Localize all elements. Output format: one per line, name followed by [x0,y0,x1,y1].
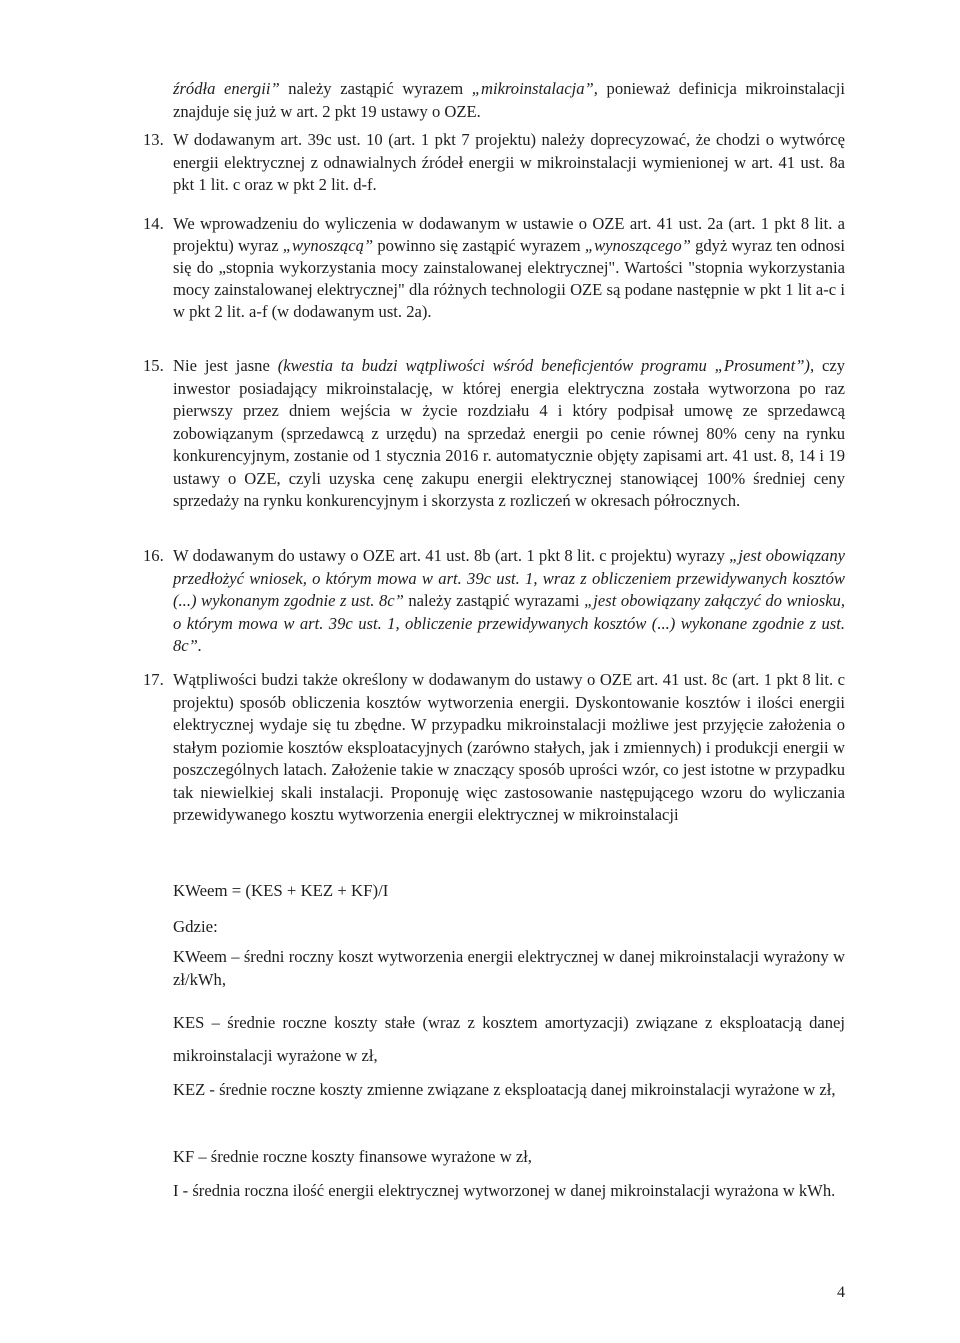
definition-kes: KES – średnie roczne koszty stałe (wraz z kosztem amortyzacji) związane z eksploatacją danej mikroinstalacji wyrażone w zł, [173,1013,845,1065]
page-number: 4 [837,1284,845,1301]
item-14-italic-2: „wynoszącego” [584,236,691,255]
intro-italic-start: źródła energii” [173,79,280,98]
definition-kweem: KWeem – średni roczny koszt wytworzenia energii elektrycznej w danej mikroinstalacji wyrażony w zł/kWh, [173,947,845,989]
item-16-italic-1: „jest obowiązany przedłożyć wniosek, o którym mowa w art. 39c ust. 1, wraz z obliczeniem przewidywanych kosztów (...) wykonanym zgodnie z ust. 8c” [173,546,845,610]
item-16-part-2: należy zastąpić wyrazami [403,591,585,610]
item-14-number: 14. [143,214,164,233]
item-16-text [173,545,845,658]
definition-kf: KF – średnie roczne koszty finansowe wyrażone w zł, [173,1147,532,1166]
where-label: Gdzie: [173,917,218,936]
item-15-part-2: , czy inwestor posiadający mikroinstalację, w której energia elektryczna została wytworzona po raz pierwszy przez dniem wejścia w życie rozdziału 4 i który podpisał umowę ze sprzedawcą zobowiązanym (sprzedawcą z urzędu) na sprzedaż energii po cenie równej 80% ceny na rynku konkurencyjnym, zostanie od 1 stycznia 2016 r. automatycznie objęty zapisami art. 41 ust. 8, 14 i 19 ustawy o OZE, czyli uzyska cenę zakupu energii elektrycznej stanowiącej 100% średniej ceny sprzedaży na rynku konkurencyjnym i skorzysta z rozliczeń w okresach półrocznych. [173,356,845,510]
item-14-part-2: powinno się zastąpić wyrazem [373,236,585,255]
intro-paragraph [173,78,845,123]
item-15-text [173,355,845,513]
item-16-italic-2: „jest obowiązany załączyć do wniosku, o którym mowa w art. 39c ust. 1, obliczenie przewidywanych kosztów (...) wykonane zgodnie z ust. 8c”. [173,591,846,655]
item-13-number: 13. [143,130,164,149]
item-15-part-1: Nie jest jasne [173,356,278,375]
item-14-part-3: gdyż wyraz ten odnosi się do „stopnia wykorzystania mocy zainstalowanej elektrycznej". Wartości "stopnia wykorzystania mocy zainstalowanej elektrycznej" dla różnych technologii OZE są podane następnie w pkt 1 lit a-c i w pkt 2 lit. a-f (w dodawanym ust. 2a). [173,236,845,321]
intro-text-1: należy zastąpić wyrazem [279,79,472,98]
item-16-part-1: W dodawanym do ustawy o OZE art. 41 ust. 8b (art. 1 pkt 8 lit. c projektu) wyrazy [173,546,730,565]
formula: KWeem = (KES + KEZ + KF)/I [173,881,389,900]
item-16-number: 16. [143,546,164,565]
intro-text-2: ponieważ definicja mikroinstalacji znajduje się już w art. 2 pkt 19 ustawy o OZE. [173,79,845,121]
item-17-text: Wątpliwości budzi także określony w dodawanym do ustawy o OZE art. 41 ust. 8c (art. 1 pkt 8 lit. c projektu) sposób obliczenia kosztów wytworzenia energii. Dyskontowanie kosztów i ilości energii elektrycznej wydaje się tu zbędne. W przypadku mikroinstalacji możliwe jest przyjęcie założenia o stałym poziomie kosztów eksploatacyjnych (zarówno stałych, jak i zmiennych) i produkcji energii w poszczególnych latach. Założenie takie w znaczący sposób uprości wzór, co jest istotne w przypadku tak niewielkiej skali instalacji. Proponuję więc zastosowanie następującego wzoru do wyliczania przewidywanego kosztu wytworzenia energii elektrycznej w mikroinstalacji [173,670,845,824]
item-13-text: W dodawanym art. 39c ust. 10 (art. 1 pkt 7 projektu) należy doprecyzować, że chodzi o wytwórcę energii elektrycznej z odnawialnych źródeł energii w mikroinstalacji wymienionej w art. 41 ust. 8a pkt 1 lit. c oraz w pkt 2 lit. d-f. [173,130,845,194]
item-15-italic: (kwestia ta budzi wątpliwości wśród beneficjentów programu „Prosument”) [277,356,810,375]
item-17-number: 17. [143,670,164,689]
item-14-text [173,213,845,323]
definition-kez: KEZ - średnie roczne koszty zmienne związane z eksploatacją danej mikroinstalacji wyrażone w zł, [173,1080,836,1099]
item-14-italic-1: „wynoszącą” [282,236,374,255]
definition-i: I - średnia roczna ilość energii elektrycznej wytworzonej w danej mikroinstalacji wyrażona w kWh. [173,1181,836,1200]
intro-italic-word: „mikroinstalacja”, [471,79,598,98]
item-14-part-1: We wprowadzeniu do wyliczenia w dodawanym w ustawie o OZE art. 41 ust. 2a (art. 1 pkt 8 lit. a projektu) wyraz [173,214,845,255]
item-15-number: 15. [143,356,164,375]
